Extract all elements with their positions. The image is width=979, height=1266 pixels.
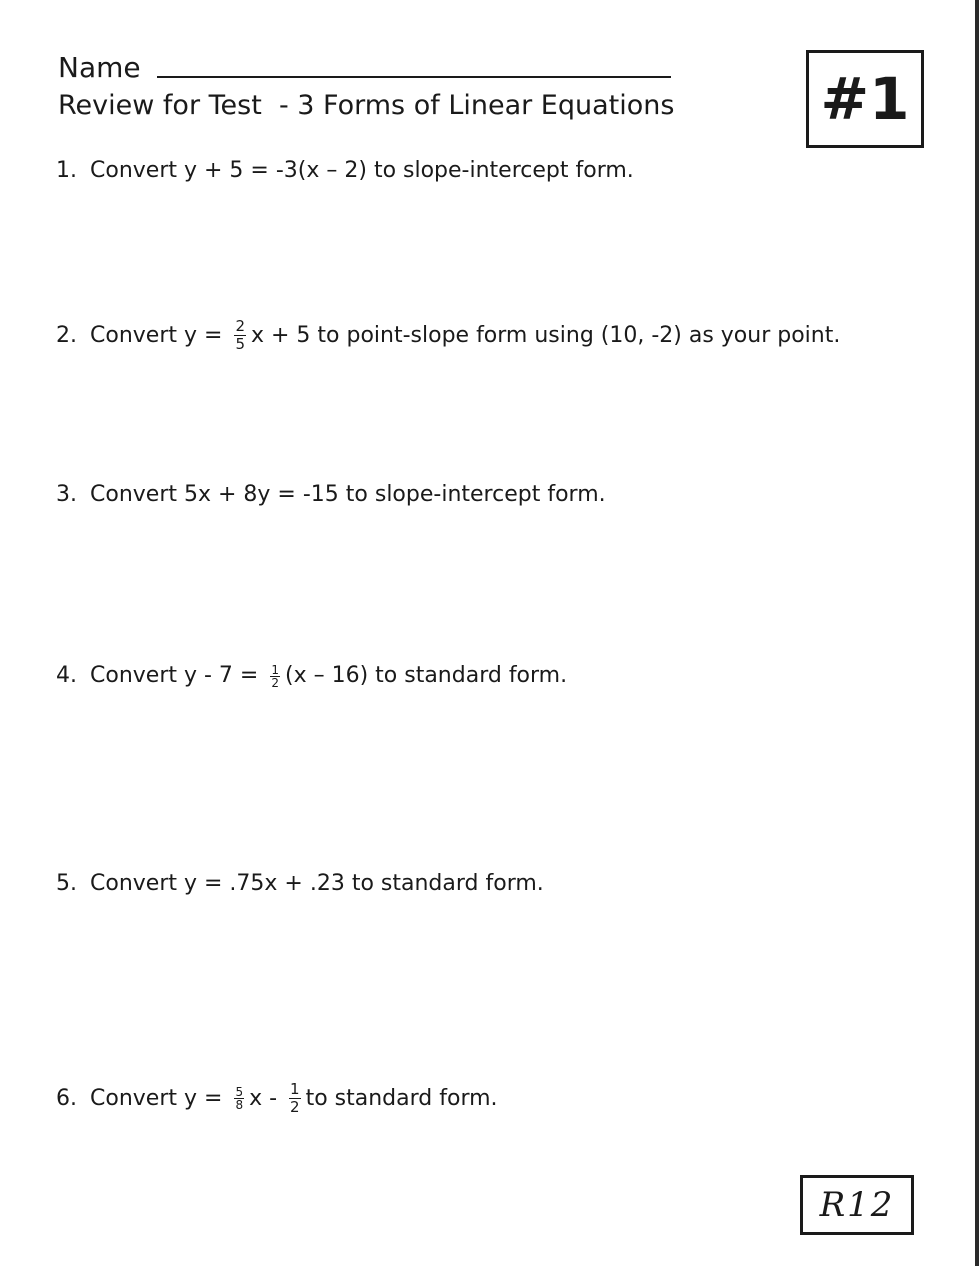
problem-number: 2.: [56, 322, 77, 348]
problem-text-after: (x – 16) to standard form.: [285, 663, 568, 688]
problem-number: 1.: [56, 158, 77, 183]
problem-text-before: Convert y =: [90, 1085, 230, 1111]
problem-text-before: Convert y =: [90, 322, 230, 348]
problem-5: [56, 869, 544, 899]
problem-text: Convert y = .75x + .23 to standard form.: [90, 871, 544, 896]
worksheet-number-box: #1: [806, 50, 924, 148]
fraction: [270, 664, 280, 689]
problem-number: 3.: [56, 482, 77, 507]
page-edge: [975, 0, 979, 1266]
page-title: Review for Test - 3 Forms of Linear Equations: [58, 90, 675, 121]
fraction-numerator: 2: [235, 317, 245, 335]
fraction-denominator: 2: [271, 675, 279, 690]
fraction-denominator: 5: [235, 335, 245, 353]
fraction-numerator: 1: [271, 662, 279, 677]
fraction: [234, 318, 246, 353]
fraction-numerator: 1: [290, 1080, 300, 1098]
problem-number: 4.: [56, 663, 77, 688]
problem-text-before: Convert y - 7 =: [90, 663, 266, 688]
problem-number: 5.: [56, 871, 77, 896]
fraction: [289, 1081, 301, 1116]
problem-1: [56, 156, 634, 186]
problem-number: 6.: [56, 1085, 77, 1111]
problem-text-after: to standard form.: [305, 1085, 498, 1111]
name-row: [58, 48, 671, 84]
fraction-numerator: 5: [235, 1085, 244, 1099]
problem-text: Convert 5x + 8y = -15 to slope-intercept form.: [90, 482, 606, 507]
problem-text-after: x + 5 to point-slope form using (10, -2) as your point.: [250, 322, 841, 348]
name-blank-line[interactable]: [157, 76, 671, 78]
fraction-denominator: 8: [235, 1098, 244, 1112]
problem-text-middle: x -: [249, 1085, 285, 1111]
problem-6: [56, 1081, 498, 1116]
problem-text: Convert y + 5 = -3(x – 2) to slope-intercept form.: [90, 158, 634, 183]
fraction-denominator: 2: [290, 1098, 300, 1116]
footer-code-box: R12: [800, 1175, 914, 1235]
name-label: Name: [58, 51, 141, 84]
problem-2: [56, 318, 840, 353]
problem-4: [56, 661, 567, 691]
fraction: [234, 1086, 244, 1111]
problem-3: [56, 480, 606, 510]
